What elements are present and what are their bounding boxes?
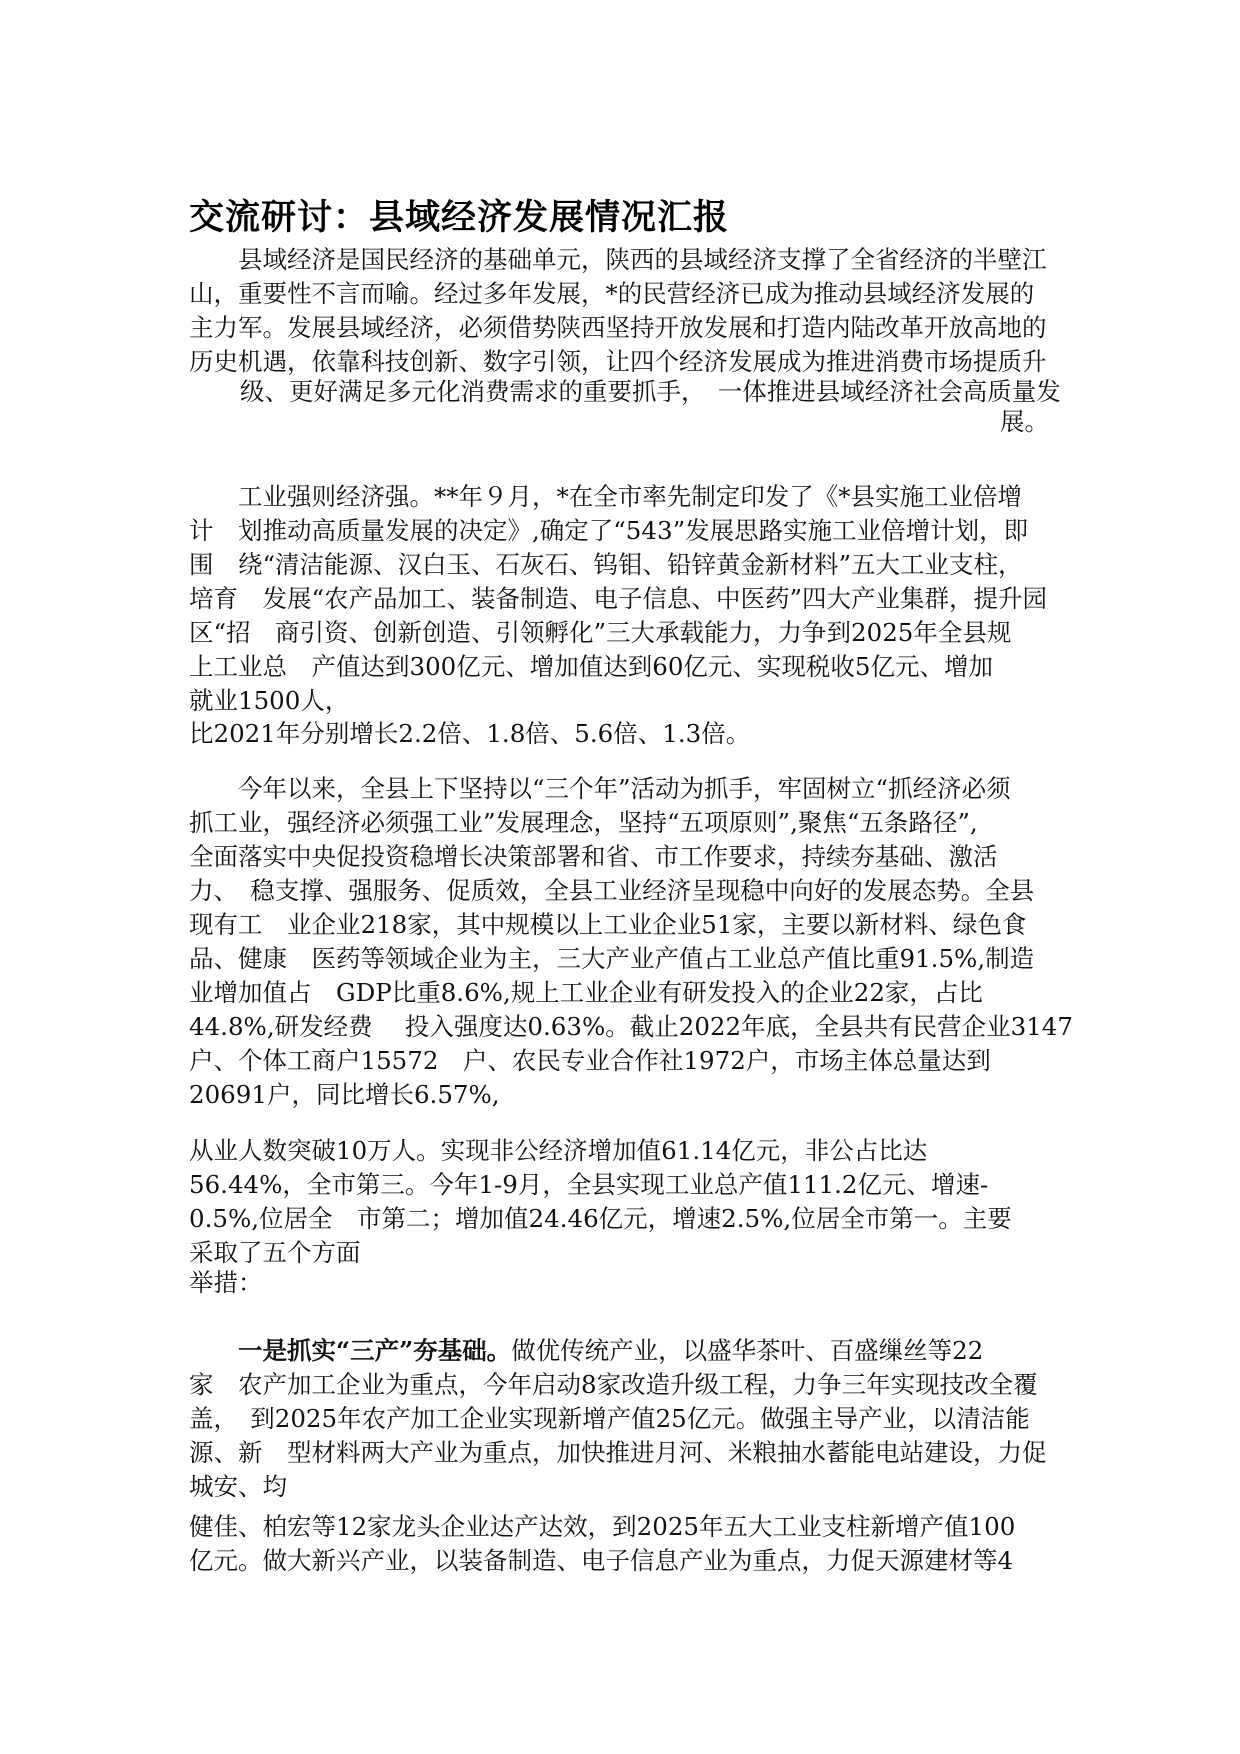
paragraph-2-line: 计 划推动高质量发展的决定》,确定了“543”发展思路实施工业倍增计划，即 xyxy=(189,516,1029,545)
paragraph-5-lead: 一是抓实“三产”夯基础。 xyxy=(238,1336,512,1365)
paragraph-3-line: 抓工业，强经济必须强工业”发展理念，坚持“五项原则”,聚焦“五条路径”, xyxy=(189,808,978,837)
paragraph-3-line: 今年以来，全县上下坚持以“三个年”活动为抓手，牢固树立“抓经济必须 xyxy=(238,774,1011,803)
paragraph-3-line: 品、健康 医药等领域企业为主，三大产业产值占工业总产值比重91.5%,制造 xyxy=(189,944,1035,973)
paragraph-2-line: 就业1500人， xyxy=(189,686,350,715)
paragraph-4-line: 举措： xyxy=(189,1268,263,1297)
paragraph-4-line: 0.5%,位居全 市第二；增加值24.46亿元，增速2.5%,位居全市第一。主要 xyxy=(189,1204,1012,1233)
paragraph-1-line: 山，重要性不言而喻。经过多年发展，*的民营经济已成为推动县域经济发展的 xyxy=(189,279,1035,308)
paragraph-3-line: 全面落实中央促投资稳增长决策部署和省、市工作要求，持续夯基础、激活 xyxy=(189,842,998,871)
paragraph-3-line: 44.8%,研发经费 投入强度达0.63%。截止2022年底，全县共有民营企业3147 xyxy=(189,1012,1073,1041)
paragraph-2-line: 培育 发展“农产品加工、装备制造、电子信息、中医药”四大产业集群，提升园 xyxy=(189,584,1048,613)
paragraph-6-line: 健佳、柏宏等12家龙头企业达产达效，到2025年五大工业支柱新增产值100 xyxy=(189,1512,1016,1541)
paragraph-2-line: 区“招 商引资、创新创造、引领孵化”三大承载能力，力争到2025年全县规 xyxy=(189,618,1012,647)
paragraph-2-line: 比2021年分别增长2.2倍、1.8倍、5.6倍、1.3倍。 xyxy=(189,719,751,748)
paragraph-1-line: 历史机遇，依靠科技创新、数字引领，让四个经济发展成为推进消费市场提质升 xyxy=(189,347,1047,376)
paragraph-4-line: 从业人数突破10万人。实现非公经济增加值61.14亿元，非公占比达 xyxy=(189,1136,928,1165)
paragraph-2-line: 围 绕“清洁能源、汉白玉、石灰石、钨钼、铅锌黄金新材料”五大工业支柱， xyxy=(189,550,1023,579)
paragraph-5-line: 家 农产加工企业为重点，今年启动8家改造升级工程，力争三年实现技改全覆 xyxy=(189,1370,1038,1399)
paragraph-1-line: 主力军。发展县域经济，必须借势陕西坚持开放发展和打造内陆改革开放高地的 xyxy=(189,313,1047,342)
paragraph-3-line: 现有工 业企业218家，其中规模以上工业企业51家，主要以新材料、绿色食 xyxy=(189,910,1027,939)
paragraph-5-line: 盖， 到2025年农产加工企业实现新增产值25亿元。做强主导产业，以清洁能 xyxy=(189,1404,1030,1433)
paragraph-1-line: 县域经济是国民经济的基础单元，陕西的县域经济支撑了全省经济的半壁江 xyxy=(238,245,1047,274)
paragraph-5-first-rest: 做优传统产业，以盛华茶叶、百盛缫丝等22 xyxy=(511,1336,984,1365)
paragraph-4-line: 采取了五个方面 xyxy=(189,1238,361,1267)
paragraph-2-line: 上工业总 产值达到300亿元、增加值达到60亿元、实现税收5亿元、增加 xyxy=(189,652,994,681)
paragraph-3-line: 户、个体工商户15572 户、农民专业合作社1972户，市场主体总量达到 xyxy=(189,1046,991,1075)
paragraph-3-line: 业增加值占 GDP比重8.6%,规上工业企业有研发投入的企业22家，占比 xyxy=(189,978,983,1007)
paragraph-1-line: 级、更好满足多元化消费需求的重要抓手， 一体推进县域经济社会高质量发 xyxy=(240,377,1061,406)
paragraph-5-line: 城安、均 xyxy=(189,1472,287,1501)
paragraph-3-line: 20691户，同比增长6.57%, xyxy=(189,1080,500,1109)
paragraph-4-line: 56.44%，全市第三。今年1-9月，全县实现工业总产值111.2亿元、增速- xyxy=(189,1170,989,1199)
paragraph-3-line: 力、 稳支撑、强服务、促质效，全县工业经济呈现稳中向好的发展态势。全县 xyxy=(189,876,1035,905)
paragraph-5-first-line xyxy=(238,1334,983,1368)
paragraph-1-line: 展。 xyxy=(1000,407,1049,436)
paragraph-5-line: 源、新 型材料两大产业为重点，加快推进月河、米粮抽水蓄能电站建设，力促 xyxy=(189,1438,1047,1467)
paragraph-2-line: 工业强则经济强。**年９月，*在全市率先制定印发了《*县实施工业倍增 xyxy=(238,482,1022,511)
document-title: 交流研讨：县域经济发展情况汇报 xyxy=(189,198,730,238)
paragraph-6-line: 亿元。做大新兴产业，以装备制造、电子信息产业为重点，力促天源建材等4 xyxy=(189,1546,1014,1575)
